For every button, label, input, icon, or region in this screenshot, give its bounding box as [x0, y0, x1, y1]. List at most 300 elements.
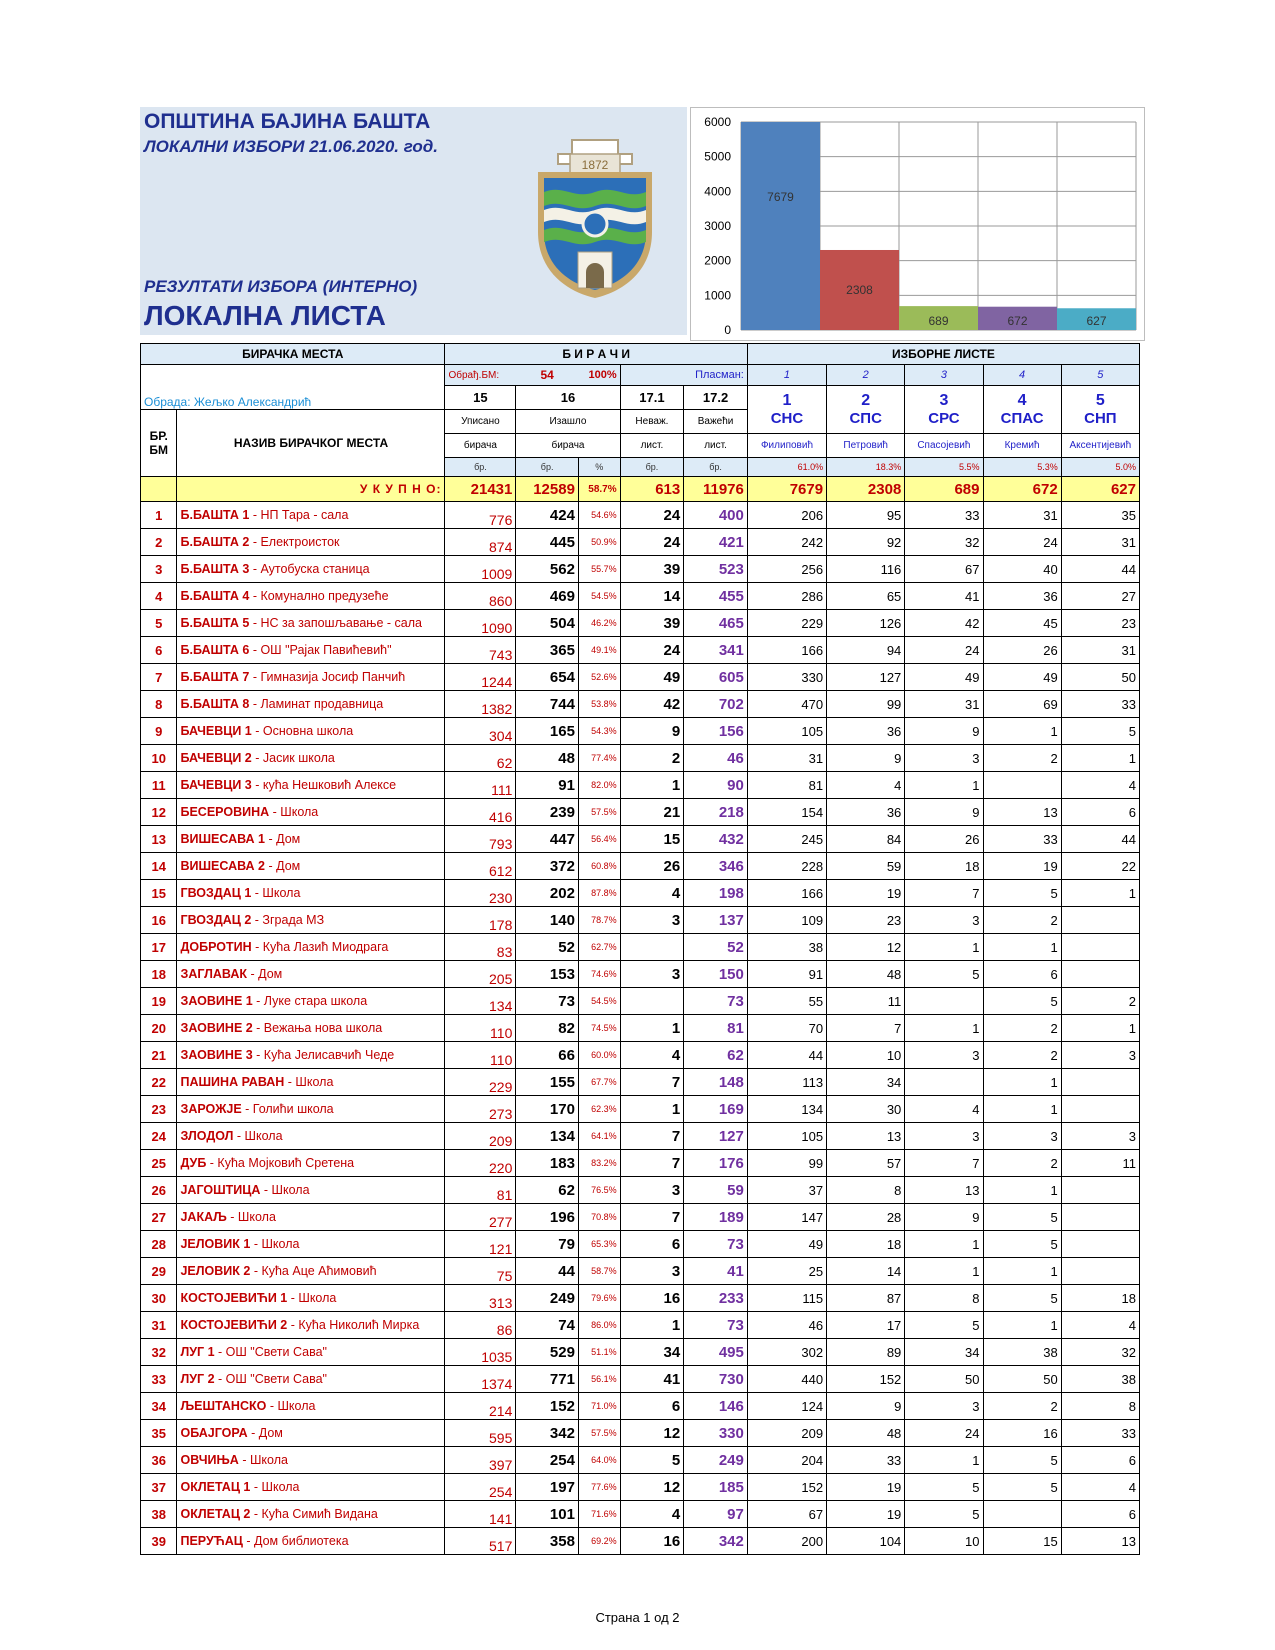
table-row — [141, 826, 1140, 853]
polling-place-number: 14 — [141, 853, 177, 880]
list-2-votes: 18 — [827, 1231, 905, 1258]
invalid-ballots: 42 — [620, 691, 684, 718]
list-2-votes: 59 — [827, 853, 905, 880]
list-4-votes: 1 — [983, 1096, 1061, 1123]
total-valid: 11976 — [684, 477, 748, 502]
voted-count: 342 — [516, 1420, 579, 1447]
place-location: - Комунално предузеће — [249, 589, 389, 603]
list-1-votes: 242 — [747, 529, 826, 556]
list-1-votes: 154 — [747, 799, 826, 826]
place-location: - Кућа Лазић Миодрага — [251, 940, 389, 954]
turnout-pct: 49.1% — [578, 637, 620, 664]
table-row — [141, 583, 1140, 610]
invalid-ballots: 9 — [620, 718, 684, 745]
list-5-pct: 5.0% — [1061, 458, 1139, 477]
valid-ballots: 97 — [684, 1501, 748, 1528]
total-voted: 12589 — [516, 477, 579, 502]
place-location: - Школа — [260, 1183, 310, 1197]
table-row — [141, 1474, 1140, 1501]
table-row — [141, 691, 1140, 718]
list-5-votes — [1061, 1204, 1139, 1231]
y-tick-label: 3000 — [704, 219, 731, 233]
list-1-votes: 229 — [747, 610, 826, 637]
list-2-votes: 87 — [827, 1285, 905, 1312]
list-2-votes: 19 — [827, 1474, 905, 1501]
list-2-votes: 4 — [827, 772, 905, 799]
list-1-votes: 440 — [747, 1366, 826, 1393]
list-1-votes: 206 — [747, 502, 826, 529]
valid-ballots: 127 — [684, 1123, 748, 1150]
place-name: ВИШЕСАВА 1 — [180, 832, 265, 846]
invalid-ballots: 15 — [620, 826, 684, 853]
list-2-votes: 34 — [827, 1069, 905, 1096]
place-name: ЗАОВИНЕ 1 — [180, 994, 253, 1008]
list-2-votes: 30 — [827, 1096, 905, 1123]
header-row-groups — [141, 344, 1140, 365]
registered-voters: 517 — [445, 1528, 516, 1555]
polling-place-number: 37 — [141, 1474, 177, 1501]
table-row — [141, 1231, 1140, 1258]
list-3-votes: 9 — [905, 718, 983, 745]
list-4-votes: 1 — [983, 1258, 1061, 1285]
list-4-num: 4 СПАС — [983, 386, 1061, 434]
table-row — [141, 664, 1140, 691]
place-name: ВИШЕСАВА 2 — [180, 859, 265, 873]
turnout-pct: 74.5% — [578, 1015, 620, 1042]
place-name: БЕСЕРОВИНА — [180, 805, 270, 819]
registered-voters: 416 — [445, 799, 516, 826]
place-location: - Школа — [238, 1453, 288, 1467]
polling-place-name — [177, 1015, 445, 1042]
turnout-pct: 74.6% — [578, 961, 620, 988]
polling-place-name — [177, 1339, 445, 1366]
place-location: - Дом — [265, 832, 301, 846]
valid-ballots: 218 — [684, 799, 748, 826]
list-4-votes: 2 — [983, 745, 1061, 772]
list-5-votes: 4 — [1061, 1474, 1139, 1501]
voted-count: 358 — [516, 1528, 579, 1555]
turnout-pct: 77.4% — [578, 745, 620, 772]
polling-place-number: 6 — [141, 637, 177, 664]
list-1-num: 1 СНС — [747, 386, 826, 434]
place-location: - Кућа Симић Видана — [250, 1507, 378, 1521]
list-5-votes: 4 — [1061, 1312, 1139, 1339]
total-pct: 58.7% — [578, 477, 620, 502]
list-1-votes: 166 — [747, 637, 826, 664]
list-4-votes: 3 — [983, 1123, 1061, 1150]
valid-ballots: 605 — [684, 664, 748, 691]
place-name: Б.БАШТА 8 — [180, 697, 250, 711]
registered-voters: 86 — [445, 1312, 516, 1339]
place-location: - Кућа Мојковић Сретена — [206, 1156, 355, 1170]
turnout-pct: 71.6% — [578, 1501, 620, 1528]
registered-voters: 1244 — [445, 664, 516, 691]
place-location: - Школа — [266, 1399, 316, 1413]
list-2-votes: 95 — [827, 502, 905, 529]
invalid-ballots: 1 — [620, 772, 684, 799]
turnout-pct: 79.6% — [578, 1285, 620, 1312]
registered-voters: 1374 — [445, 1366, 516, 1393]
unit-16: бр. — [516, 458, 579, 477]
list-4-votes: 5 — [983, 1474, 1061, 1501]
polling-place-number: 8 — [141, 691, 177, 718]
valid-ballots: 400 — [684, 502, 748, 529]
list-4-leader: Кремић — [983, 434, 1061, 458]
bar-value-label: 627 — [1086, 314, 1107, 328]
list-2-votes: 19 — [827, 1501, 905, 1528]
valid-ballots: 495 — [684, 1339, 748, 1366]
place-location: - Вежања нова школа — [252, 1021, 383, 1035]
voted-count: 79 — [516, 1231, 579, 1258]
place-location: - НП Тара - сала — [249, 508, 349, 522]
valid-ballots: 189 — [684, 1204, 748, 1231]
invalid-ballots: 4 — [620, 880, 684, 907]
list-3-votes: 1 — [905, 1015, 983, 1042]
registered-voters: 121 — [445, 1231, 516, 1258]
list-1-leader: Филиповић — [747, 434, 826, 458]
list-4-votes: 31 — [983, 502, 1061, 529]
registered-voters: 313 — [445, 1285, 516, 1312]
invalid-ballots: 1 — [620, 1312, 684, 1339]
list-4-votes: 16 — [983, 1420, 1061, 1447]
list-5-votes: 27 — [1061, 583, 1139, 610]
polling-place-name — [177, 1123, 445, 1150]
list-1-votes: 302 — [747, 1339, 826, 1366]
place-name: ПЕРУЋАЦ — [180, 1534, 243, 1548]
list-1-pct: 61.0% — [747, 458, 826, 477]
voted-count: 153 — [516, 961, 579, 988]
list-5-votes: 31 — [1061, 637, 1139, 664]
list-5-votes: 44 — [1061, 826, 1139, 853]
list-3-votes: 33 — [905, 502, 983, 529]
list-4-votes: 5 — [983, 988, 1061, 1015]
bar-value-label: 672 — [1007, 314, 1028, 328]
valid-ballots: 249 — [684, 1447, 748, 1474]
place-location: - Јасик школа — [251, 751, 335, 765]
voted-count: 170 — [516, 1096, 579, 1123]
list-1-votes: 67 — [747, 1501, 826, 1528]
list-4-votes: 2 — [983, 1015, 1061, 1042]
valid-ballots: 156 — [684, 718, 748, 745]
table-row — [141, 556, 1140, 583]
place-location: - Гимназија Јосиф Панчић — [249, 670, 406, 684]
place-location: - Школа — [287, 1291, 337, 1305]
processed-label: Обрађ.БМ: — [445, 365, 516, 386]
turnout-pct: 60.0% — [578, 1042, 620, 1069]
list-2-votes: 28 — [827, 1204, 905, 1231]
place-location: - Школа — [269, 805, 319, 819]
y-tick-label: 2000 — [704, 253, 731, 268]
bar-value-label: 689 — [928, 314, 949, 328]
list-3-votes: 1 — [905, 1231, 983, 1258]
list-1-votes: 38 — [747, 934, 826, 961]
polling-place-name — [177, 1069, 445, 1096]
turnout-pct: 82.0% — [578, 772, 620, 799]
voted-count: 91 — [516, 772, 579, 799]
polling-place-number: 39 — [141, 1528, 177, 1555]
list-4-votes: 2 — [983, 1150, 1061, 1177]
polling-place-number: 20 — [141, 1015, 177, 1042]
turnout-pct: 50.9% — [578, 529, 620, 556]
registered-voters: 110 — [445, 1042, 516, 1069]
place-name: ОВЧИЊА — [180, 1453, 239, 1467]
registered-voters: 743 — [445, 637, 516, 664]
list-5-votes — [1061, 907, 1139, 934]
place-location: - Аутобуска станица — [249, 562, 370, 576]
list-4-votes: 36 — [983, 583, 1061, 610]
list-4-votes: 2 — [983, 1042, 1061, 1069]
list-3-votes: 24 — [905, 637, 983, 664]
list-3-votes: 5 — [905, 1474, 983, 1501]
list-5-votes: 2 — [1061, 988, 1139, 1015]
list-2-pct: 18.3% — [827, 458, 905, 477]
total-list-3: 689 — [905, 477, 983, 502]
list-3-votes — [905, 988, 983, 1015]
voted-count: 529 — [516, 1339, 579, 1366]
voted-count: 372 — [516, 853, 579, 880]
registered-voters: 205 — [445, 961, 516, 988]
list-4-votes: 49 — [983, 664, 1061, 691]
list-4-votes: 1 — [983, 1069, 1061, 1096]
list-2-votes: 65 — [827, 583, 905, 610]
place-name: Б.БАШТА 4 — [180, 589, 250, 603]
valid-ballots: 148 — [684, 1069, 748, 1096]
list-2-votes: 36 — [827, 799, 905, 826]
invalid-ballots: 24 — [620, 637, 684, 664]
voted-count: 254 — [516, 1447, 579, 1474]
list-5-votes: 23 — [1061, 610, 1139, 637]
list-2-votes: 57 — [827, 1150, 905, 1177]
valid-ballots: 73 — [684, 988, 748, 1015]
list-2-votes: 9 — [827, 1393, 905, 1420]
unit-171: бр. — [620, 458, 684, 477]
list-1-votes: 124 — [747, 1393, 826, 1420]
registered-voters: 860 — [445, 583, 516, 610]
list-1-votes: 25 — [747, 1258, 826, 1285]
place-name: Б.БАШТА 1 — [180, 508, 250, 522]
list-5-votes — [1061, 961, 1139, 988]
list-3-num: 3 СРС — [905, 386, 983, 434]
place-location: - Дом — [246, 967, 283, 981]
list-3-votes: 18 — [905, 853, 983, 880]
list-rank-4: 4 — [983, 365, 1061, 386]
total-invalid: 613 — [620, 477, 684, 502]
polling-place-number: 5 — [141, 610, 177, 637]
voted-count: 365 — [516, 637, 579, 664]
polling-place-number: 4 — [141, 583, 177, 610]
polling-place-number: 36 — [141, 1447, 177, 1474]
list-4-votes: 15 — [983, 1528, 1061, 1555]
list-2-votes: 19 — [827, 880, 905, 907]
registered-voters: 178 — [445, 907, 516, 934]
polling-place-name — [177, 745, 445, 772]
invalid-ballots: 21 — [620, 799, 684, 826]
polling-place-name — [177, 1204, 445, 1231]
voted-count: 140 — [516, 907, 579, 934]
list-5-votes: 35 — [1061, 502, 1139, 529]
list-3-votes: 9 — [905, 799, 983, 826]
list-2-num: 2 СПС — [827, 386, 905, 434]
list-1-votes: 166 — [747, 880, 826, 907]
polling-place-number: 11 — [141, 772, 177, 799]
list-5-votes — [1061, 1231, 1139, 1258]
col16-label-a: Изашло — [516, 410, 620, 434]
valid-ballots: 146 — [684, 1393, 748, 1420]
place-name: Б.БАШТА 3 — [180, 562, 250, 576]
list-2-votes: 13 — [827, 1123, 905, 1150]
processed-pct: 100% — [578, 365, 620, 386]
invalid-ballots: 7 — [620, 1069, 684, 1096]
invalid-ballots: 24 — [620, 529, 684, 556]
place-location: - Кућа Аце Аћимовић — [250, 1264, 377, 1278]
place-name: Б.БАШТА 7 — [180, 670, 250, 684]
place-location: - Голићи школа — [241, 1102, 334, 1116]
place-name: ДОБРОТИН — [180, 940, 252, 954]
valid-ballots: 52 — [684, 934, 748, 961]
table-row — [141, 610, 1140, 637]
place-name: ЈЕЛОВИК 2 — [180, 1264, 251, 1278]
voted-count: 44 — [516, 1258, 579, 1285]
list-2-votes: 127 — [827, 664, 905, 691]
list-3-votes: 4 — [905, 1096, 983, 1123]
processed-by: Обрада: Жељко Александрић — [144, 395, 312, 409]
table-row — [141, 772, 1140, 799]
list-2-votes: 14 — [827, 1258, 905, 1285]
turnout-pct: 53.8% — [578, 691, 620, 718]
table-row — [141, 1123, 1140, 1150]
polling-place-number: 34 — [141, 1393, 177, 1420]
list-rank-1: 1 — [747, 365, 826, 386]
list-5-votes: 33 — [1061, 1420, 1139, 1447]
list-5-votes — [1061, 1096, 1139, 1123]
list-4-votes: 19 — [983, 853, 1061, 880]
valid-ballots: 198 — [684, 880, 748, 907]
place-location: - Електроисток — [249, 535, 340, 549]
voted-count: 82 — [516, 1015, 579, 1042]
polling-place-name — [177, 637, 445, 664]
registered-voters: 230 — [445, 880, 516, 907]
unit-15: бр. — [445, 458, 516, 477]
registered-voters: 134 — [445, 988, 516, 1015]
place-name: Б.БАШТА 6 — [180, 643, 250, 657]
list-1-votes: 115 — [747, 1285, 826, 1312]
polling-place-name — [177, 772, 445, 799]
table-row — [141, 1204, 1140, 1231]
registered-voters: 874 — [445, 529, 516, 556]
invalid-ballots: 39 — [620, 556, 684, 583]
invalid-ballots: 41 — [620, 1366, 684, 1393]
turnout-pct: 62.7% — [578, 934, 620, 961]
valid-ballots: 432 — [684, 826, 748, 853]
group-voters: Б И Р А Ч И — [445, 344, 747, 365]
total-list-1: 7679 — [747, 477, 826, 502]
place-location: - ОШ "Свети Сава" — [214, 1372, 327, 1386]
registered-voters: 141 — [445, 1501, 516, 1528]
col171-label-a: Неваж. — [620, 410, 684, 434]
polling-place-number: 31 — [141, 1312, 177, 1339]
list-1-votes: 46 — [747, 1312, 826, 1339]
turnout-pct: 54.6% — [578, 502, 620, 529]
registered-voters: 1035 — [445, 1339, 516, 1366]
polling-place-name — [177, 1285, 445, 1312]
polling-place-name — [177, 1474, 445, 1501]
registered-voters: 83 — [445, 934, 516, 961]
place-name: ОКЛЕТАЦ 2 — [180, 1507, 251, 1521]
col172-num: 17.2 — [684, 386, 748, 410]
turnout-pct: 69.2% — [578, 1528, 620, 1555]
valid-ballots: 342 — [684, 1528, 748, 1555]
list-3-leader: Спасојевић — [905, 434, 983, 458]
voted-count: 62 — [516, 1177, 579, 1204]
y-tick-label: 4000 — [704, 184, 731, 199]
voted-count: 48 — [516, 745, 579, 772]
invalid-ballots: 3 — [620, 1177, 684, 1204]
list-4-votes: 69 — [983, 691, 1061, 718]
processed-count: 54 — [516, 365, 579, 386]
polling-place-number: 12 — [141, 799, 177, 826]
list-4-votes: 5 — [983, 1447, 1061, 1474]
place-location: - Школа — [226, 1210, 276, 1224]
polling-place-number: 3 — [141, 556, 177, 583]
registered-voters: 111 — [445, 772, 516, 799]
list-2-votes: 12 — [827, 934, 905, 961]
turnout-pct: 71.0% — [578, 1393, 620, 1420]
col15-label-a: Уписано — [445, 410, 516, 434]
list-4-votes: 2 — [983, 907, 1061, 934]
list-5-votes: 5 — [1061, 718, 1139, 745]
list-5-votes: 13 — [1061, 1528, 1139, 1555]
voted-count: 165 — [516, 718, 579, 745]
list-2-votes: 89 — [827, 1339, 905, 1366]
list-3-votes: 7 — [905, 1150, 983, 1177]
registered-voters: 220 — [445, 1150, 516, 1177]
valid-ballots: 150 — [684, 961, 748, 988]
list-3-votes: 1 — [905, 1258, 983, 1285]
place-name: ЗАОВИНЕ 2 — [180, 1021, 253, 1035]
list-2-votes: 7 — [827, 1015, 905, 1042]
list-5-votes: 3 — [1061, 1123, 1139, 1150]
polling-place-name — [177, 1312, 445, 1339]
list-5-votes: 1 — [1061, 1015, 1139, 1042]
place-name: ЉЕШТАНСКО — [180, 1399, 267, 1413]
list-2-votes: 36 — [827, 718, 905, 745]
table-row — [141, 1258, 1140, 1285]
registered-voters: 304 — [445, 718, 516, 745]
turnout-pct: 64.0% — [578, 1447, 620, 1474]
list-3-votes: 42 — [905, 610, 983, 637]
table-row — [141, 988, 1140, 1015]
polling-place-number: 16 — [141, 907, 177, 934]
list-1-votes: 44 — [747, 1042, 826, 1069]
invalid-ballots: 49 — [620, 664, 684, 691]
list-2-votes: 94 — [827, 637, 905, 664]
table-row — [141, 934, 1140, 961]
unit-16-pct: % — [578, 458, 620, 477]
valid-ballots: 702 — [684, 691, 748, 718]
invalid-ballots: 12 — [620, 1474, 684, 1501]
turnout-pct: 57.5% — [578, 799, 620, 826]
list-1-votes: 91 — [747, 961, 826, 988]
voted-count: 202 — [516, 880, 579, 907]
list-3-votes: 8 — [905, 1285, 983, 1312]
polling-place-number: 24 — [141, 1123, 177, 1150]
invalid-ballots: 3 — [620, 961, 684, 988]
place-name: ДУБ — [180, 1156, 207, 1170]
list-5-votes: 6 — [1061, 1501, 1139, 1528]
list-2-votes: 92 — [827, 529, 905, 556]
invalid-ballots: 1 — [620, 1015, 684, 1042]
list-5-votes: 6 — [1061, 1447, 1139, 1474]
